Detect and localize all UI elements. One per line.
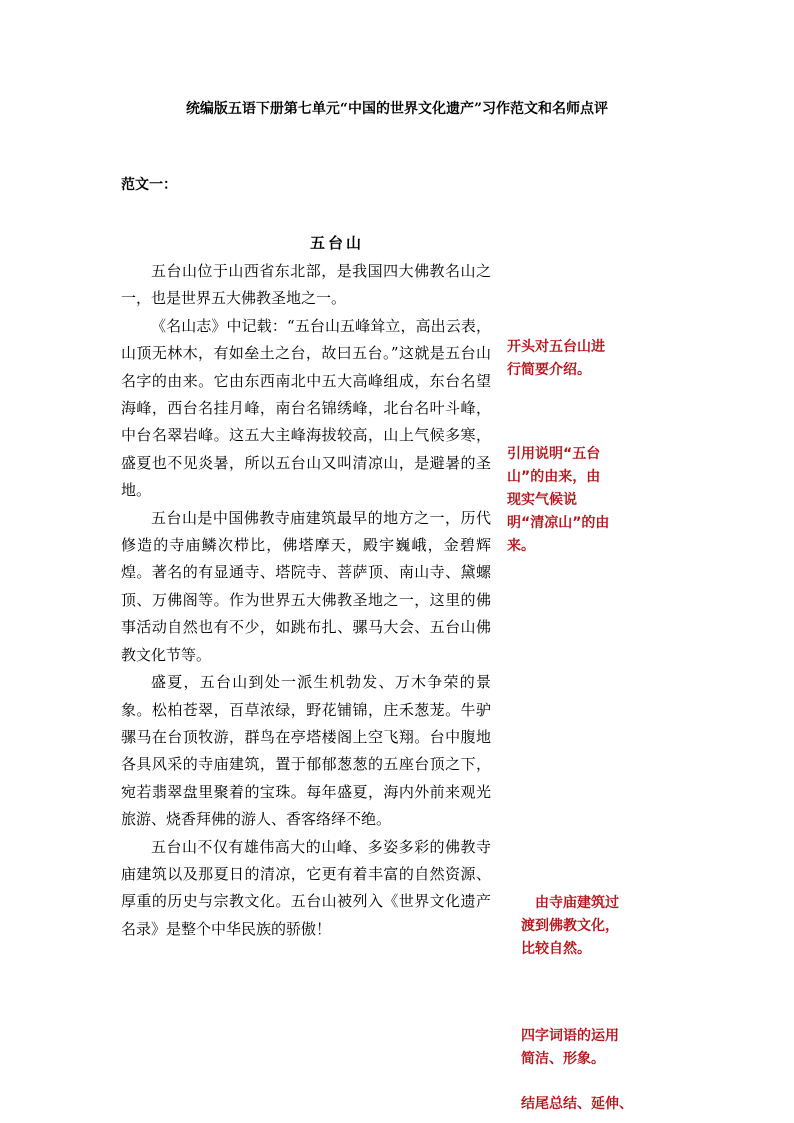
- essay-title: 五台山: [309, 234, 364, 252]
- margin-comment-4: 四字词语的运用简洁、形象。: [521, 1028, 619, 1067]
- essay-body: [121, 258, 491, 943]
- margin-comment-2: 引用说明“五台山”的由来，由现实气候说明“清凉山”的由来。: [507, 446, 610, 554]
- section-label: 范文一：: [121, 177, 177, 193]
- margin-comment-1: 开头对五台山进行简要介绍。: [507, 339, 605, 378]
- essay-paragraph-3: 五台山是中国佛教寺庙建筑最早的地方之一，历代修造的寺庙鳞次栉比，佛塔摩天，殿宇巍峨，金碧辉煌。著名的有显通寺、塔院寺、菩萨顶、南山寺、黛螺顶、万佛阁等。作为世界五大佛教圣地之一，这里的佛事活动自然也有不少，如跳布扎、骡马大会、五台山佛教文化节等。: [121, 508, 491, 664]
- margin-comment-3: 由寺庙建筑过渡到佛教文化，比较自然。: [521, 895, 619, 957]
- document-title: 统编版五语下册第七单元“中国的世界文化遗产”习作范文和名师点评: [185, 101, 609, 117]
- essay-paragraph-5: 五台山不仅有雄伟高大的山峰、多姿多彩的佛教寺庙建筑以及那夏日的清凉，它更有着丰富的自然资源、厚重的历史与宗教文化。五台山被列入《世界文化遗产名录》是整个中华民族的骄傲！: [121, 837, 491, 938]
- essay-paragraph-2: 《名山志》中记载：“五台山五峰耸立，高出云表，山顶无林木，有如垒土之台，故曰五台。”这就是五台山名字的由来。它由东西南北中五大高峰组成，东台名望海峰，西台名挂月峰，南台名锦绣峰，北台名叶斗峰，中台名翠岩峰。这五大主峰海拔较高，山上气候多寒，盛夏也不见炎暑，所以五台山又叫清凉山，是避暑的圣地。: [121, 316, 491, 500]
- essay-paragraph-4: 盛夏，五台山到处一派生机勃发、万木争荣的景象。松柏苍翠，百草浓绿，野花铺锦，庄禾葱茏。牛驴骡马在台顶牧游，群鸟在亭塔楼阁上空飞翔。台中腹地各具风采的寺庙建筑，置于郁郁葱葱的五座台顶之下，宛若翡翠盘里聚着的宝珠。每年盛夏，海内外前来观光旅游、烧香拜佛的游人、香客络绎不绝。: [121, 673, 491, 829]
- margin-comment-5: 结尾总结、延伸、: [521, 1096, 633, 1112]
- essay-paragraph-1: 五台山位于山西省东北部，是我国四大佛教名山之一，也是世界五大佛教圣地之一。: [121, 262, 491, 308]
